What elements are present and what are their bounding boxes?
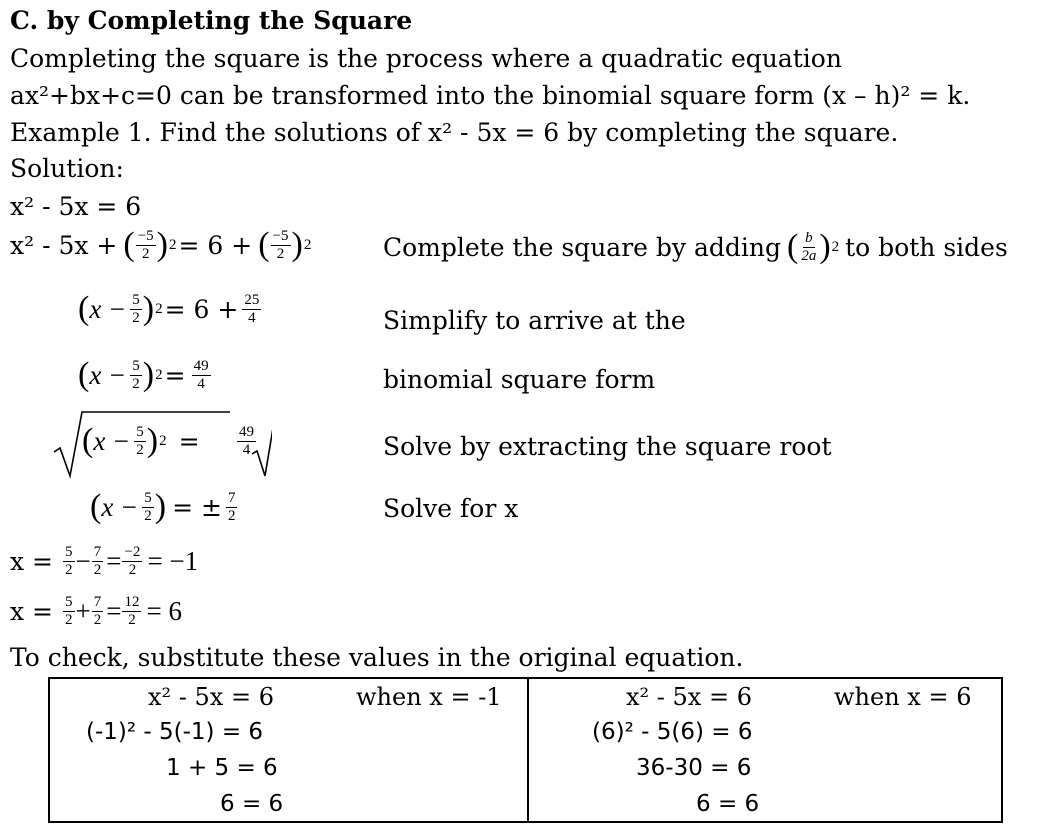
right-paren: )	[154, 488, 167, 525]
solution-label: Solution:	[10, 154, 124, 183]
check-table	[48, 677, 1003, 823]
plus-minus: = ±	[172, 492, 222, 522]
x-minus: x −	[89, 359, 127, 390]
note-solve-for-x: Solve for x	[383, 494, 519, 523]
step-solution-1	[10, 544, 198, 578]
result-6: = 6	[146, 595, 182, 626]
fraction-49-over-4: $\frac{49}{4}$	[239, 424, 254, 458]
intro-line-1: Completing the square is the process where a quadratic equation	[10, 44, 842, 73]
note-simplify: Simplify to arrive at the	[383, 306, 686, 335]
fraction-5-over-2: $\frac{5}{2}$	[144, 490, 152, 524]
exponent-2: 2	[169, 236, 177, 253]
right-paren: )	[156, 226, 168, 263]
minus-sign: −	[75, 545, 91, 576]
fraction-5-over-2: $\frac{5}{2}$	[65, 544, 73, 578]
note1-text: Complete the square by adding	[383, 232, 781, 262]
left-paren: (	[90, 488, 102, 525]
left-paren: (	[78, 356, 90, 393]
step1-rhs: = 6 +	[178, 230, 253, 260]
table-divider	[527, 679, 529, 821]
exponent-2: 2	[155, 366, 163, 383]
step-simplify-1	[78, 292, 262, 326]
left-paren: (	[123, 226, 135, 263]
exponent-2: 2	[303, 236, 312, 253]
fraction-5-over-2: $\frac{5}{2}$	[65, 594, 73, 628]
fraction-25-over-4: $\frac{25}{4}$	[244, 292, 260, 326]
step-original-equation: x² - 5x = 6	[10, 192, 142, 221]
fraction-neg5-over-2: $\frac{-5}{2}$	[137, 228, 154, 262]
left-equation: x² - 5x = 6	[148, 683, 274, 711]
left-paren: (	[786, 228, 799, 265]
fraction-5-over-2: $\frac{5}{2}$	[132, 358, 140, 392]
right-paren: )	[142, 290, 155, 327]
x-minus: x −	[89, 293, 127, 324]
x-equals: x =	[10, 596, 53, 626]
fraction-7-over-2: $\frac{7}{2}$	[227, 490, 236, 524]
fraction-7-over-2: $\frac{7}{2}$	[93, 544, 102, 578]
left-paren: (	[78, 290, 90, 327]
equals-6-plus: = 6 +	[164, 294, 239, 324]
plus-sign: +	[75, 595, 91, 626]
equals-sign: =	[164, 360, 186, 390]
note-extract-root: Solve by extracting the square root	[383, 432, 832, 461]
right-row-1: (6)² - 5(6) = 6	[592, 719, 753, 745]
fraction-5-over-2: $\frac{5}{2}$	[132, 292, 140, 326]
right-row-3: 6 = 6	[696, 791, 760, 817]
left-condition: when x = -1	[356, 683, 502, 711]
note-complete-square	[383, 230, 1008, 264]
x-equals: x =	[10, 546, 53, 576]
fraction-neg2-over-2: $\frac{-2}{2}$	[124, 544, 141, 578]
fraction-49-over-4: $\frac{49}{4}$	[193, 358, 209, 392]
step1-lhs: x² - 5x +	[10, 230, 118, 260]
sqrt-49-over-4	[236, 424, 257, 458]
step-simplify-2	[78, 358, 212, 392]
exponent-2: 2	[155, 300, 163, 317]
right-condition: when x = 6	[834, 683, 972, 711]
right-row-2: 36-30 = 6	[636, 755, 752, 781]
right-paren: )	[819, 228, 831, 265]
section-heading: C. by Completing the Square	[10, 6, 413, 35]
exponent-2: 2	[159, 432, 167, 449]
equals-sign: =	[106, 595, 122, 626]
exponent-2: 2	[831, 238, 840, 255]
note1-tail: to both sides	[845, 232, 1008, 262]
example-statement: Example 1. Find the solutions of x² - 5x = 6 by completing the square.	[10, 118, 899, 147]
left-row-2: 1 + 5 = 6	[166, 755, 278, 781]
intro-line-2: ax²+bx+c=0 can be transformed into the binomial square form (x – h)² = k.	[10, 81, 971, 110]
x-minus: x −	[93, 425, 131, 456]
step-solution-2	[10, 594, 182, 628]
step-extract-root	[82, 424, 200, 458]
left-row-1: (-1)² - 5(-1) = 6	[86, 719, 264, 745]
fraction-neg5-over-2: $\frac{-5}{2}$	[272, 228, 289, 262]
note-binomial-form: binomial square form	[383, 365, 656, 394]
right-paren: )	[291, 226, 303, 263]
step-complete-square	[10, 228, 311, 262]
result-neg1: = −1	[147, 545, 199, 576]
equals-sign: =	[178, 426, 200, 456]
right-equation: x² - 5x = 6	[626, 683, 752, 711]
check-intro: To check, substitute these values in the original equation.	[10, 643, 744, 672]
left-paren: (	[258, 226, 270, 263]
right-paren: )	[142, 356, 155, 393]
fraction-7-over-2: $\frac{7}{2}$	[93, 594, 102, 628]
fraction-12-over-2: $\frac{12}{2}$	[124, 594, 140, 628]
right-paren: )	[146, 422, 159, 459]
left-row-3: 6 = 6	[220, 791, 284, 817]
equals-sign: =	[106, 545, 122, 576]
fraction-5-over-2: $\frac{5}{2}$	[136, 424, 144, 458]
step-solve-for-x	[90, 490, 238, 524]
x-minus: x −	[101, 491, 139, 522]
left-paren: (	[82, 422, 94, 459]
fraction-b-over-2a: $\frac{b}{2a}$	[801, 230, 817, 264]
